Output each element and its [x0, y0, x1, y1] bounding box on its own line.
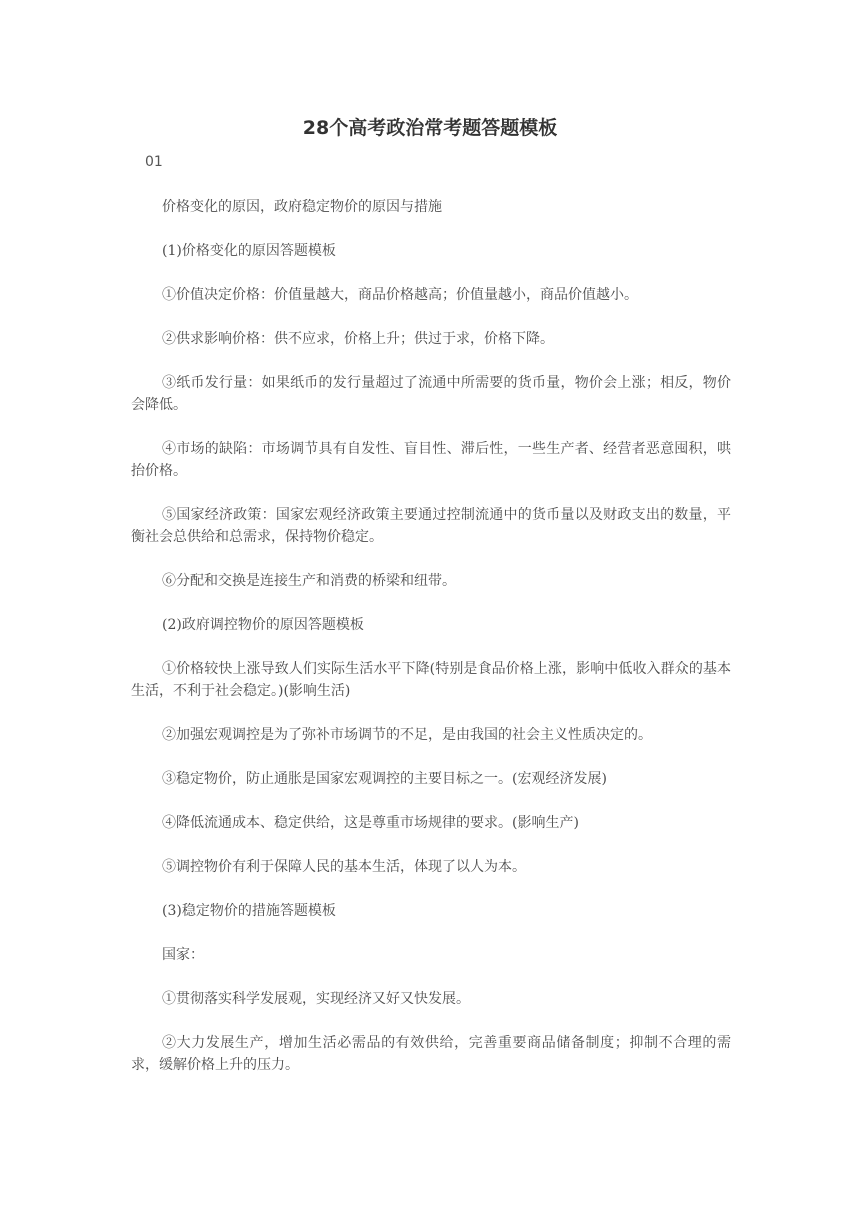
paragraph: ②大力发展生产，增加生活必需品的有效供给，完善重要商品储备制度；抑制不合理的需求，缓解价格上升的压力。 — [131, 1035, 731, 1073]
document-body — [131, 196, 731, 1098]
paragraph: ⑤调控物价有利于保障人民的基本生活，体现了以人为本。 — [162, 859, 526, 875]
paragraph: ⑥分配和交换是连接生产和消费的桥梁和纽带。 — [162, 573, 456, 589]
paragraph: ①贯彻落实科学发展观，实现经济又好又快发展。 — [162, 991, 470, 1007]
paragraph: ②加强宏观调控是为了弥补市场调节的不足，是由我国的社会主义性质决定的。 — [162, 727, 652, 743]
paragraph: ③纸币发行量：如果纸币的发行量超过了流通中所需要的货币量，物价会上涨；相反，物价会降低。 — [131, 375, 731, 413]
paragraph: ④降低流通成本、稳定供给，这是尊重市场规律的要求。(影响生产) — [162, 815, 579, 831]
paragraph: ④市场的缺陷：市场调节具有自发性、盲目性、滞后性，一些生产者、经营者恶意囤积，哄抬价格。 — [131, 441, 731, 479]
subheading-stabilize-measures: (3)稳定物价的措施答题模板 — [162, 903, 336, 919]
paragraph: ①价值决定价格：价值量越大，商品价格越高；价值量越小，商品价值越小。 — [162, 287, 638, 303]
document-title: 28个高考政治常考题答题模板 — [302, 117, 558, 139]
subheading-price-change: (1)价格变化的原因答题模板 — [162, 243, 336, 259]
paragraph: 国家： — [162, 947, 204, 963]
subheading-government-control: (2)政府调控物价的原因答题模板 — [162, 617, 364, 633]
paragraph: ⑤国家经济政策：国家宏观经济政策主要通过控制流通中的货币量以及财政支出的数量，平衡社会总供给和总需求，保持物价稳定。 — [131, 507, 731, 545]
paragraph: ②供求影响价格：供不应求，价格上升；供过于求，价格下降。 — [162, 331, 554, 347]
section-number: 01 — [145, 154, 163, 170]
paragraph: ③稳定物价，防止通胀是国家宏观调控的主要目标之一。(宏观经济发展) — [162, 771, 607, 787]
paragraph-heading: 价格变化的原因，政府稳定物价的原因与措施 — [162, 199, 442, 215]
paragraph: ①价格较快上涨导致人们实际生活水平下降(特别是食品价格上涨，影响中低收入群众的基本生活，不利于社会稳定。)(影响生活) — [131, 661, 731, 699]
